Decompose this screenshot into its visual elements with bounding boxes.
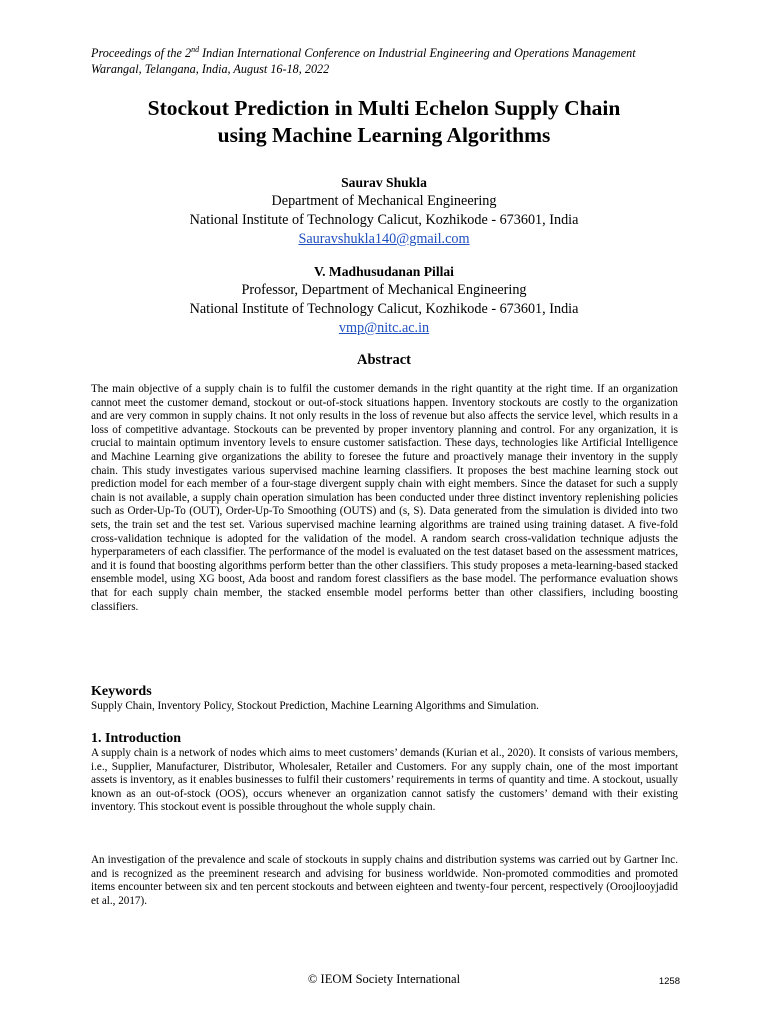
abstract-heading: Abstract [357,352,411,368]
keywords-text: Supply Chain, Inventory Policy, Stockout Prediction, Machine Learning Algorithms and Simulation. [91,700,539,712]
abstract-text: The main objective of a supply chain is to fulfil the customer demands in the right quantity at the right time. If an organization cannot meet the customer demand, stockout or out-of-stock situations happen. Inventory stockouts are costly to the organization and are very common in supply chains. It not only results in the loss of revenue but also affects the service level, which results in a loss of competitive advantage. Stockouts can be prevented by proper inventory planning and control. For any organization, it is crucial to maintain optimum inventory levels to ensure customer satisfaction. These days, technologies like Artificial Intelligence and Machine Learning give organizations the ability to foresee the future and proactively manage their inventory in the supply chain. This study investigates various supervised machine learning classifiers. It proposes the best machine learning stock out prediction model for each member of a four-stage divergent supply chain with eight members. Since the dataset for such a supply chain is not available, a supply chain operation simulation has been conducted under three distinct inventory replenishing policies such as Order-Up-To (OUT), Order-Up-To Smoothing (OUTS) and (s, S). Data generated from the simulation is divided into two sets, the train set and the test set. Various supervised machine learning algorithms are trained using training dataset. A five-fold cross-validation technique is adopted for the validation of the model. A random search cross-validation technique adjusts the hyperparameters of each classifier. The performance of the model is evaluated on the test dataset based on the assessment matrices, and it is found that boosting algorithms perform better than the other classifiers. This study proposes a meta-learning-based stacked ensemble model, using XG boost, Ada boost and random forest classifiers as the base model. The performance evaluation shows that for each supply chain member, the stacked ensemble model performs better than other classifiers, including boosting classifiers. [91,383,678,613]
author-institution: National Institute of Technology Calicut, Kozhikode - 673601, India [189,212,579,228]
footer-copyright: © IEOM Society International [307,972,461,986]
author-name: V. Madhusudanan Pillai [314,264,454,279]
introduction-paragraph-2: An investigation of the prevalence and scale of stockouts in supply chains and distribution systems was carried out by Gartner Inc. and is recognized as the preeminent research and advising for business worldwide. Non-promoted commodities and promoted items encounter between six and ten percent stockouts and between eighteen and twenty-four percent, respectively (Oroojlooyjadid et al., 2017). [91,854,678,907]
paper-title [60,95,708,149]
introduction-paragraph-1: A supply chain is a network of nodes which aims to meet customers’ demands (Kurian et al., 2020). It consists of various members, i.e., Supplier, Manufacturer, Distributor, Wholesaler, Retailer and Customers. For any supply chain, one of the most important assets is inventory, as it enables businesses to fulfil their customers’ requirements in terms of quantity and time. A stockout, usually known as an out-of-stock (OOS), occurs whenever an organization cannot satisfy the customers’ demand with their existing inventory. This stockout event is possible throughout the whole supply chain. [91,747,678,814]
author-email-link[interactable]: vmp@nitc.ac.in [338,320,430,336]
author-name: Saurav Shukla [341,175,427,190]
author-department: Department of Mechanical Engineering [271,193,497,209]
page-number: 1258 [658,976,680,987]
header-line-1: Proceedings of the 2nd Indian International Conference on Industrial Engineering and Operations Management [91,44,636,60]
author-block-1 [60,173,708,249]
author-institution: National Institute of Technology Calicut, Kozhikode - 673601, India [189,301,579,317]
author-department: Professor, Department of Mechanical Engineering [241,282,527,298]
header-line-2: Warangal, Telangana, India, August 16-18, 2022 [91,62,330,76]
author-email-link[interactable]: Sauravshukla140@gmail.com [298,231,470,247]
title-line-2: using Machine Learning Algorithms [217,123,551,147]
keywords-heading: Keywords [91,684,152,699]
author-block-2 [60,262,708,338]
title-line-1: Stockout Prediction in Multi Echelon Supply Chain [147,96,621,120]
introduction-heading: 1. Introduction [91,731,181,746]
proceedings-header [91,45,691,77]
